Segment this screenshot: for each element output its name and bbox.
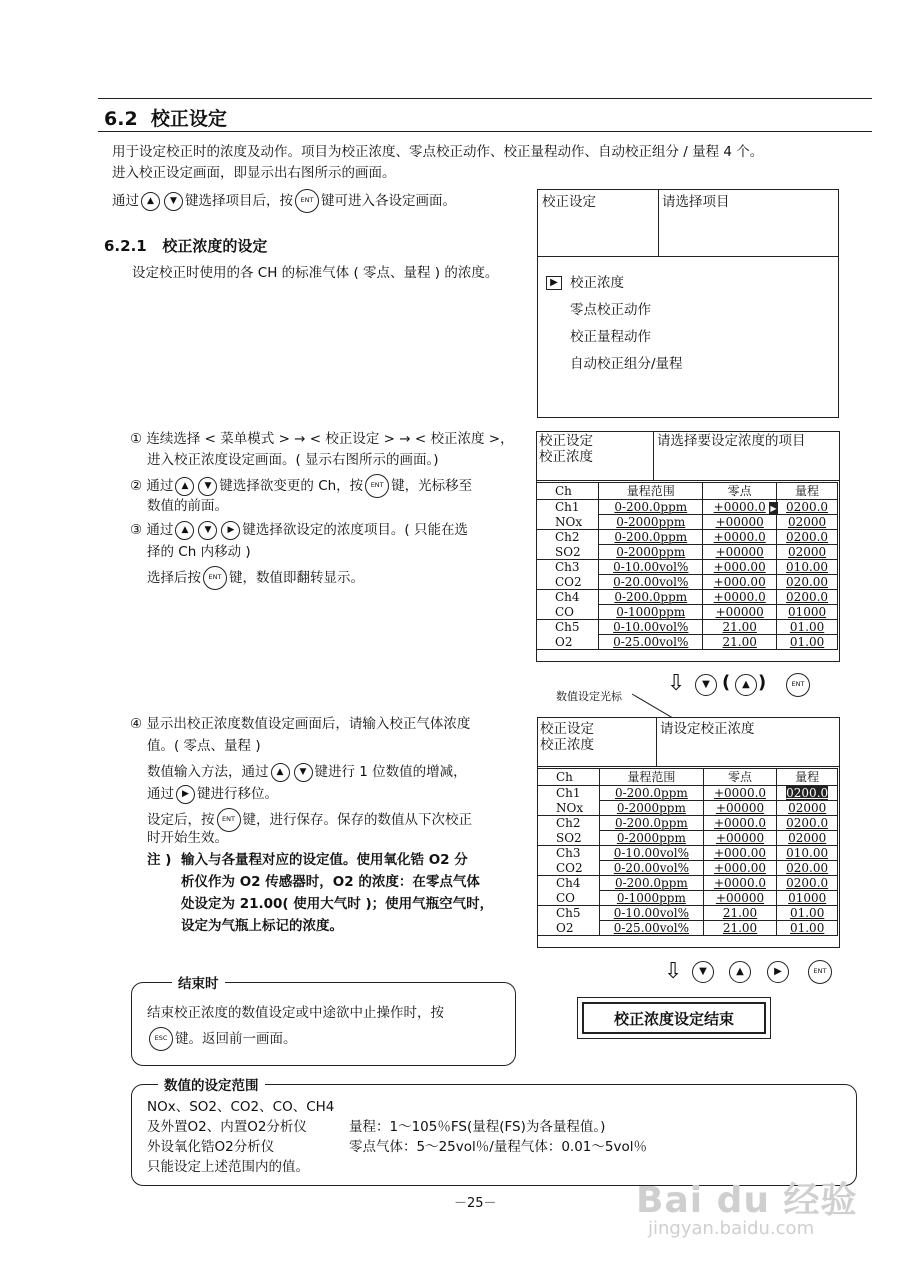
- table-cell-ch: Ch3: [538, 846, 600, 861]
- screen2-title1: 校正设定: [539, 433, 593, 449]
- table-cell-ch: CO: [538, 891, 600, 906]
- menu-item-span-calibration[interactable]: 校正量程动作: [570, 329, 651, 345]
- esc-key-icon: ESC: [149, 1027, 173, 1051]
- table-cell-range[interactable]: 0-20.00vol%: [599, 575, 703, 590]
- ent-key-icon: ENT: [203, 566, 227, 590]
- table-cell-zero[interactable]: +00000: [703, 605, 777, 620]
- table-cell-span[interactable]: 010.00: [777, 560, 838, 575]
- table-row[interactable]: [538, 801, 838, 816]
- screen1-prompt: 请选择项目: [662, 194, 730, 210]
- table-cell-range[interactable]: 0-10.00vol%: [599, 620, 703, 635]
- step4-line-d: 通过 ▶ 键进行移位。: [147, 786, 278, 802]
- right-key-icon: ▶: [221, 521, 240, 540]
- menu-item-auto-calibration[interactable]: 自动校正组分/量程: [570, 356, 683, 372]
- table-cell-range[interactable]: 0-10.00vol%: [599, 560, 703, 575]
- table-cell-zero[interactable]: 21.00: [703, 906, 777, 921]
- down-key-icon: ▼: [198, 521, 217, 540]
- table-header-cell: Ch: [537, 483, 599, 500]
- right-key-icon: ▶: [176, 785, 195, 804]
- table-cell-span[interactable]: 0200.0: [777, 530, 838, 545]
- step3-line-a: ③ 通过 ▲ ▼ ▶ 键选择欲设定的浓度项目。( 只能在选: [130, 522, 468, 538]
- end-box-line-1: 结束校正浓度的数值设定或中途欲中止操作时，按: [147, 1005, 444, 1021]
- concentration-table: [536, 482, 838, 650]
- end-button-frame: [577, 997, 771, 1039]
- table-row[interactable]: [538, 921, 838, 936]
- table-row[interactable]: [537, 590, 838, 605]
- table-cell-range[interactable]: 0-1000ppm: [600, 891, 704, 906]
- table-cell-span[interactable]: 0200.0: [777, 816, 838, 831]
- table-cell-range[interactable]: 0-20.00vol%: [600, 861, 704, 876]
- table-cell-zero[interactable]: +0000.0: [703, 816, 777, 831]
- up-key-icon: ▲: [141, 192, 160, 211]
- table-cell-zero[interactable]: +00000: [703, 831, 777, 846]
- table-cell-span[interactable]: 01.00: [777, 620, 838, 635]
- screen2-prompt: 请选择要设定浓度的项目: [657, 433, 806, 449]
- up-key-icon: ▲: [175, 477, 194, 496]
- table-cell-span[interactable]: 0200.0: [777, 590, 838, 605]
- concentration-table-edit: [537, 768, 838, 936]
- table-cell-range[interactable]: 0-1000ppm: [599, 605, 703, 620]
- table-row[interactable]: [537, 620, 838, 635]
- up-key-icon: ▲: [735, 674, 757, 696]
- table-cell-range[interactable]: 0-2000ppm: [599, 515, 703, 530]
- range-line-2b: 量程：1～105％FS(量程(FS)为各量程值。): [349, 1119, 606, 1135]
- table-header-row: [538, 769, 838, 786]
- top-rule: [98, 98, 872, 99]
- table-cell-zero[interactable]: +0000.0: [703, 876, 777, 891]
- table-cell-span[interactable]: 01000: [777, 891, 838, 906]
- step4-line-a: ④ 显示出校正浓度数值设定画面后，请输入校正气体浓度: [130, 716, 471, 732]
- table-cell-ch: CO: [537, 605, 599, 620]
- table-cell-ch: NOx: [537, 515, 599, 530]
- table-cell-zero[interactable]: 21.00: [703, 921, 777, 936]
- concentration-set-screen: [537, 717, 840, 948]
- table-cell-zero[interactable]: +000.00: [703, 846, 777, 861]
- table-cell-span[interactable]: 0200.0: [777, 500, 838, 515]
- step2-line-b: 数值的前面。: [147, 498, 228, 514]
- section-number: 6.2: [104, 108, 138, 130]
- up-key-icon: ▲: [271, 763, 290, 782]
- ent-key-icon: ENT: [808, 960, 832, 984]
- table-row[interactable]: [537, 500, 838, 515]
- table-cell-range[interactable]: 0-200.0ppm: [599, 530, 703, 545]
- right-key-icon: ▶: [767, 961, 789, 983]
- table-cell-ch: SO2: [537, 545, 599, 560]
- note-line-3: 处设定为 21.00( 使用大气时 )；使用气瓶空气时，: [181, 896, 494, 912]
- table-cell-span[interactable]: 01.00: [777, 921, 838, 936]
- ent-key-icon: ENT: [365, 474, 389, 498]
- table-cell-range[interactable]: 0-200.0ppm: [599, 590, 703, 605]
- table-cell-ch: Ch2: [537, 530, 599, 545]
- table-cell-zero[interactable]: +0000.0: [703, 786, 777, 801]
- nav-instruction: 通过 ▲ ▼ 键选择项目后，按 ENT 键可进入各设定画面。: [112, 189, 456, 213]
- table-row[interactable]: [537, 575, 838, 590]
- table-cell-zero[interactable]: +00000: [703, 891, 777, 906]
- table-cell-range[interactable]: 0-200.0ppm: [600, 816, 704, 831]
- table-row[interactable]: [538, 906, 838, 921]
- end-box-label: 结束时: [172, 972, 225, 992]
- note-line-4: 设定为气瓶上标记的浓度。: [181, 918, 343, 934]
- table-cell-ch: Ch4: [538, 876, 600, 891]
- table-row[interactable]: [538, 831, 838, 846]
- concentration-select-screen: [536, 431, 840, 662]
- step4-line-b: 值。( 零点、量程 ): [147, 738, 261, 754]
- down-key-icon: ▼: [198, 477, 217, 496]
- end-box: [131, 982, 516, 1066]
- step4-line-c: 数值输入方法，通过 ▲ ▼ 键进行 1 位数值的增减，: [147, 764, 467, 780]
- table-cell-span[interactable]: 02000: [777, 545, 838, 560]
- table-cell-span[interactable]: 01.00: [777, 635, 838, 650]
- down-key-icon: ▼: [695, 674, 717, 696]
- paren-open: (: [722, 672, 731, 693]
- table-header-cell: 零点: [703, 483, 777, 500]
- down-flow-arrow-icon: ⇩: [664, 959, 683, 984]
- table-cell-span[interactable]: 0200.0: [777, 876, 838, 891]
- table-cell-zero[interactable]: +0000.0: [703, 500, 777, 515]
- menu-item-zero-calibration[interactable]: 零点校正动作: [570, 302, 651, 318]
- range-line-3b: 零点气体：5～25vol％/量程气体：0.01～5vol％: [349, 1139, 647, 1155]
- table-row[interactable]: [537, 515, 838, 530]
- table-cell-span[interactable]: 02000: [777, 515, 838, 530]
- table-cell-zero[interactable]: +000.00: [703, 861, 777, 876]
- ent-key-icon: ENT: [217, 808, 241, 832]
- table-cell-ch: O2: [537, 635, 599, 650]
- table-cell-range[interactable]: 0-2000ppm: [600, 831, 704, 846]
- watermark-url: jingyan.baidu.com: [648, 1218, 815, 1239]
- intro-line-1: 用于设定校正时的浓度及动作。项目为校正浓度、零点校正动作、校正量程动作、自动校正组分 / 量程 4 个。: [112, 144, 764, 160]
- table-cell-ch: CO2: [537, 575, 599, 590]
- screen3-title2: 校正浓度: [540, 737, 594, 753]
- step1-line-b: 进入校正浓度设定画面。( 显示右图所示的画面。): [147, 452, 439, 468]
- table-cell-zero[interactable]: +0000.0: [703, 590, 777, 605]
- table-header-cell: 量程范围: [600, 769, 704, 786]
- table-row[interactable]: [537, 530, 838, 545]
- table-cell-zero[interactable]: +00000: [703, 515, 777, 530]
- table-header-cell: 零点: [703, 769, 777, 786]
- screen3-prompt: 请设定校正浓度: [660, 721, 755, 737]
- step2-line-a: ② 通过 ▲ ▼ 键选择欲变更的 Ch，按 ENT 键，光标移至: [130, 474, 472, 498]
- step4-line-e: 设定后，按 ENT 键，进行保存。保存的数值从下次校正: [147, 808, 472, 832]
- table-cell-span[interactable]: 01000: [777, 605, 838, 620]
- table-row[interactable]: [537, 635, 838, 650]
- watermark-brand: Bai du 经验: [636, 1180, 858, 1221]
- down-key-icon: ▼: [164, 192, 183, 211]
- ent-key-icon: ENT: [295, 189, 319, 213]
- table-row[interactable]: [538, 816, 838, 831]
- table-cell-ch: Ch4: [537, 590, 599, 605]
- table-cell-range[interactable]: 0-2000ppm: [599, 545, 703, 560]
- table-cell-ch: NOx: [538, 801, 600, 816]
- intro-line-2: 进入校正设定画面，即显示出右图所示的画面。: [112, 165, 396, 181]
- cursor-arrow-icon: ▶: [546, 276, 562, 290]
- down-key-icon: ▼: [692, 961, 714, 983]
- table-cell-range[interactable]: 0-10.00vol%: [600, 906, 704, 921]
- subsection-intro: 设定校正时使用的各 CH 的标准气体 ( 零点、量程 ) 的浓度。: [132, 265, 499, 281]
- cursor-arrow-icon: ▶: [770, 504, 777, 513]
- table-cell-range[interactable]: 0-200.0ppm: [600, 876, 704, 891]
- table-cell-ch: Ch3: [537, 560, 599, 575]
- table-cell-span[interactable]: 020.00: [777, 861, 838, 876]
- range-box-label: 数值的设定范围: [158, 1074, 265, 1094]
- table-cell-zero[interactable]: +000.00: [703, 575, 777, 590]
- down-flow-arrow-icon: ⇩: [667, 671, 686, 696]
- table-cell-span[interactable]: 020.00: [777, 575, 838, 590]
- table-cell-range[interactable]: 0-10.00vol%: [600, 846, 704, 861]
- table-cell-zero[interactable]: +0000.0: [703, 530, 777, 545]
- subsection-heading: 6.2.1 校正浓度的设定: [104, 237, 268, 255]
- step4-line-f: 时开始生效。: [147, 830, 228, 846]
- table-header-cell: 量程范围: [599, 483, 703, 500]
- table-cell-zero[interactable]: +00000: [703, 801, 777, 816]
- table-row[interactable]: [538, 846, 838, 861]
- note-line-1: 输入与各量程对应的设定值。使用氧化锆 O2 分: [181, 852, 468, 868]
- table-header-cell: 量程: [777, 769, 838, 786]
- table-row[interactable]: [537, 605, 838, 620]
- heading-rule: [98, 131, 872, 132]
- table-row[interactable]: [538, 786, 838, 801]
- table-cell-range[interactable]: 0-200.0ppm: [600, 786, 704, 801]
- step1-line-a: ① 连续选择 < 菜单模式 > → < 校正设定 > → < 校正浓度 >，: [130, 431, 514, 447]
- note-label: 注 ): [147, 852, 172, 868]
- paren-close: ): [758, 672, 767, 693]
- table-cell-span[interactable]: 0200.0: [777, 786, 838, 801]
- page-number: －25－: [454, 1196, 497, 1211]
- table-cell-ch: Ch5: [538, 906, 600, 921]
- table-row[interactable]: [538, 861, 838, 876]
- range-line-1: NOx、SO2、CO2、CO、CH4: [147, 1099, 335, 1115]
- section-title: 校正设定: [150, 108, 227, 130]
- table-cell-range[interactable]: 0-2000ppm: [600, 801, 704, 816]
- table-cell-ch: O2: [538, 921, 600, 936]
- ent-key-icon: ENT: [786, 673, 810, 697]
- screen3-title1: 校正设定: [540, 721, 594, 737]
- table-header-row: [537, 483, 838, 500]
- menu-item-calibration-concentration[interactable]: 校正浓度: [570, 275, 624, 291]
- table-cell-range[interactable]: 0-25.00vol%: [599, 635, 703, 650]
- end-box-line-2: ESC 键。返回前一画面。: [147, 1027, 297, 1051]
- table-cell-span[interactable]: 01.00: [777, 906, 838, 921]
- table-cell-zero[interactable]: 21.00: [703, 635, 777, 650]
- table-cell-span[interactable]: 02000: [777, 801, 838, 816]
- table-header-cell: 量程: [777, 483, 838, 500]
- range-line-3a: 外设氧化锆O2分析仪: [147, 1139, 275, 1155]
- section-heading: [104, 104, 227, 131]
- table-cell-range[interactable]: 0-25.00vol%: [600, 921, 704, 936]
- cursor-callout-label: 数值设定光标: [556, 690, 622, 703]
- table-cell-ch: Ch5: [537, 620, 599, 635]
- table-cell-span[interactable]: 02000: [777, 831, 838, 846]
- calibration-menu-screen: [537, 189, 839, 418]
- step3-line-b: 择的 Ch 内移动 ): [147, 544, 251, 560]
- table-cell-ch: Ch1: [538, 786, 600, 801]
- table-cell-zero[interactable]: +000.00: [703, 560, 777, 575]
- table-cell-ch: Ch2: [538, 816, 600, 831]
- range-line-2a: 及外置O2、内置O2分析仪: [147, 1119, 307, 1135]
- table-cell-range[interactable]: 0-200.0ppm: [599, 500, 703, 515]
- table-row[interactable]: [537, 560, 838, 575]
- table-cell-zero[interactable]: +00000: [703, 545, 777, 560]
- down-key-icon: ▼: [294, 763, 313, 782]
- screen2-title2: 校正浓度: [539, 449, 593, 465]
- table-row[interactable]: [538, 891, 838, 906]
- screen1-title: 校正设定: [542, 194, 596, 210]
- table-row[interactable]: [538, 876, 838, 891]
- table-cell-zero[interactable]: 21.00: [703, 620, 777, 635]
- range-line-4: 只能设定上述范围内的值。: [147, 1159, 309, 1175]
- concentration-setting-end-button[interactable]: 校正浓度设定结束: [582, 1002, 766, 1034]
- table-cell-span[interactable]: 010.00: [777, 846, 838, 861]
- up-key-icon: ▲: [175, 521, 194, 540]
- table-header-cell: Ch: [538, 769, 600, 786]
- table-row[interactable]: [537, 545, 838, 560]
- up-key-icon: ▲: [729, 961, 751, 983]
- table-cell-ch: SO2: [538, 831, 600, 846]
- table-cell-ch: Ch1: [537, 500, 599, 515]
- step3-line-c: 选择后按 ENT 键，数值即翻转显示。: [147, 566, 364, 590]
- note-line-2: 析仪作为 O2 传感器时，O2 的浓度：在零点气体: [181, 874, 480, 890]
- table-cell-ch: CO2: [538, 861, 600, 876]
